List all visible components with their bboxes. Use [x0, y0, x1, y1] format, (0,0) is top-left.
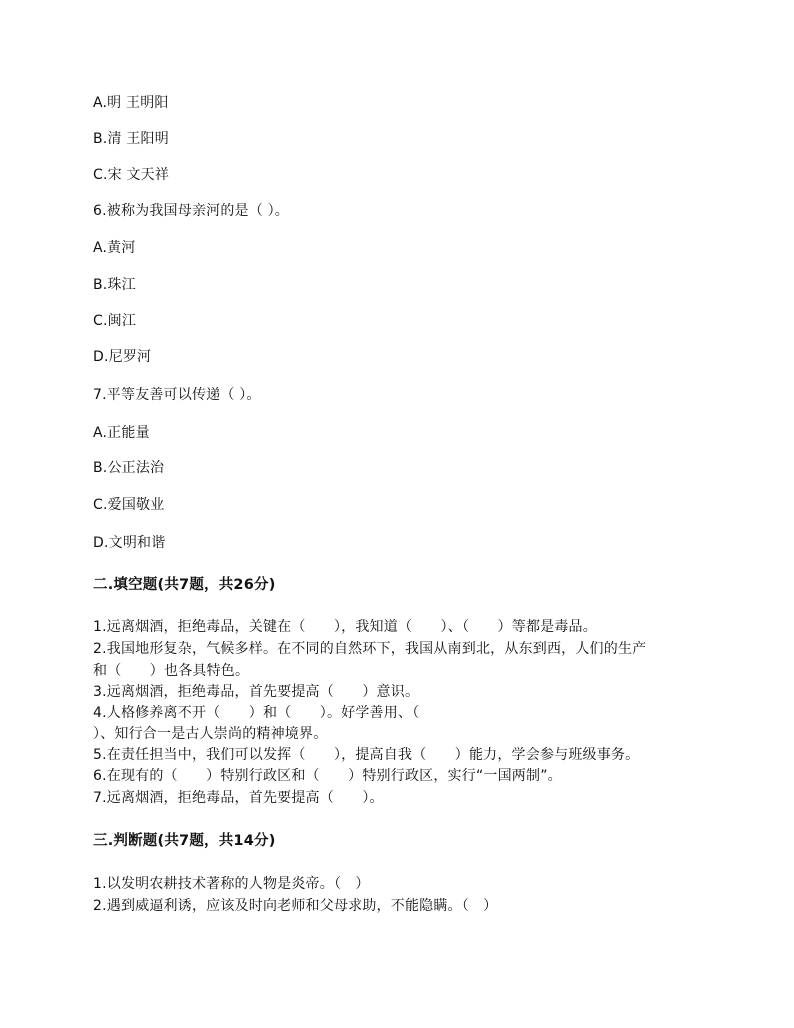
- fill-blank-line-3: 和（ ）也各具特色。: [93, 663, 250, 679]
- q5-option-a: A.明 王明阳: [93, 95, 169, 111]
- q7-option-b: B.公正法治: [93, 460, 165, 476]
- fill-blank-line-5: 4.人格修养离不开（ ）和（ ）。好学善用、（: [93, 705, 420, 721]
- fill-blank-line-9: 7.远离烟酒，拒绝毒品，首先要提高（ ）。: [93, 790, 384, 806]
- section-2-heading: 二.填空题(共7题，共26分): [93, 577, 276, 593]
- q7-option-a: A.正能量: [93, 425, 150, 441]
- q5-option-b: B.清 王阳明: [93, 131, 169, 147]
- q7-option-c: C.爱国敬业: [93, 497, 165, 513]
- judge-line-2: 2.遇到威逼利诱，应该及时向老师和父母求助，不能隐瞒。（ ）: [93, 898, 498, 914]
- q6-stem: 6.被称为我国母亲河的是（ ）。: [93, 203, 290, 219]
- q7-option-d: D.文明和谐: [93, 535, 166, 551]
- fill-blank-line-1: 1.远离烟酒，拒绝毒品，关键在（ ），我知道（ ）、（ ）等都是毒品。: [93, 619, 597, 635]
- q6-option-b: B.珠江: [93, 277, 136, 293]
- q7-stem: 7.平等友善可以传递（ ）。: [93, 387, 261, 403]
- q6-option-c: C.闽江: [93, 313, 137, 329]
- fill-blank-line-8: 6.在现有的（ ）特别行政区和（ ）特别行政区，实行“一国两制”。: [93, 768, 562, 784]
- section-3-heading: 三.判断题(共7题，共14分): [93, 833, 276, 849]
- q5-option-c: C.宋 文天祥: [93, 167, 170, 183]
- fill-blank-line-4: 3.远离烟酒，拒绝毒品，首先要提高（ ）意识。: [93, 684, 420, 700]
- fill-blank-line-2: 2.我国地形复杂，气候多样。在不同的自然环下，我国从南到北，从东到西，人们的生产: [93, 641, 647, 657]
- fill-blank-line-7: 5.在责任担当中，我们可以发挥（ ），提高自我（ ）能力，学会参与班级事务。: [93, 747, 640, 763]
- fill-blank-line-6: ）、知行合一是古人崇尚的精神境界。: [93, 726, 328, 742]
- judge-line-1: 1.以发明农耕技术著称的人物是炎帝。（ ）: [93, 876, 370, 892]
- q6-option-d: D.尼罗河: [93, 349, 152, 365]
- q6-option-a: A.黄河: [93, 240, 136, 256]
